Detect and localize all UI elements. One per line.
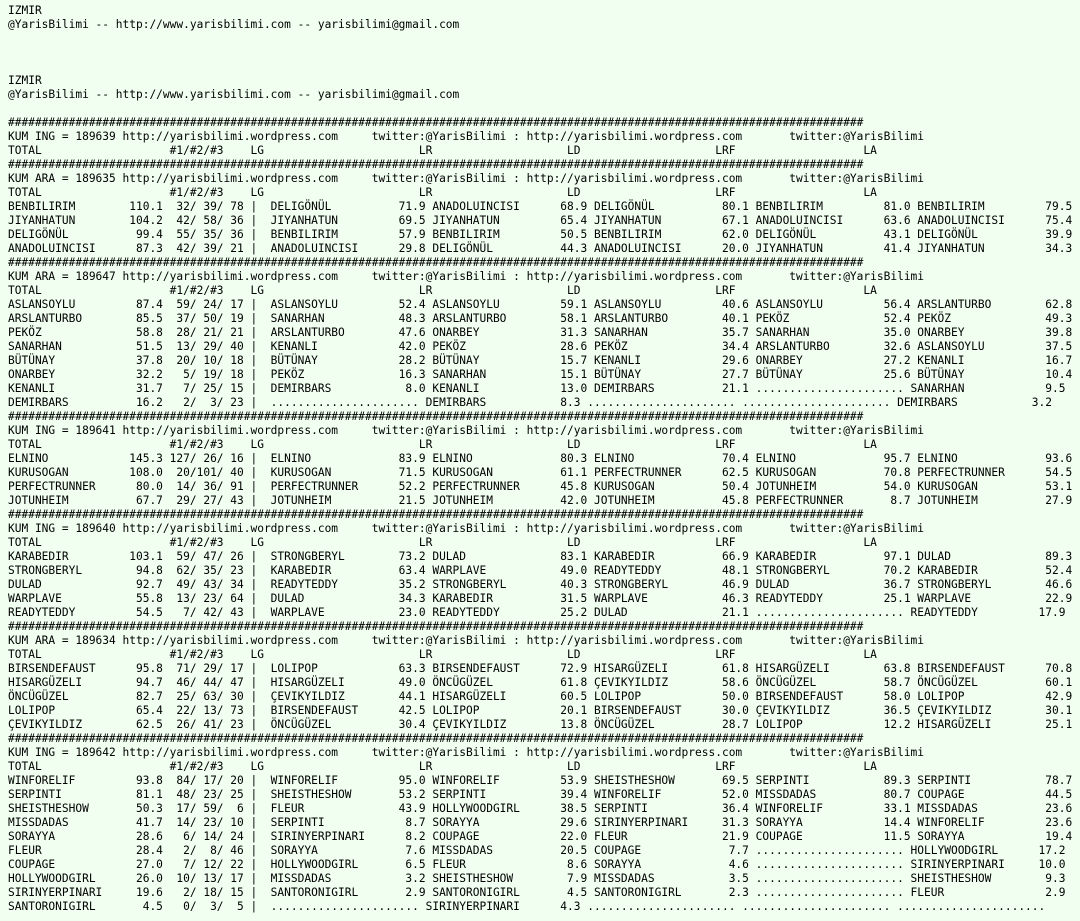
horse-row: KENANLI 31.7 7/ 25/ 15 | DEMIRBARS 8.0 KENANLI 13.0 DEMIRBARS 21.1 ...................... SANARHAN 9.5	[8, 382, 1066, 395]
separator-line: ###############################################################################################################################	[8, 732, 864, 745]
horse-row: BÜTÜNAY 37.8 20/ 10/ 18 | BÜTÜNAY 28.2 BÜTÜNAY 15.7 KENANLI 29.6 ONARBEY 27.2 KENANLI 16.7	[8, 354, 1073, 367]
horse-row: PERFECTRUNNER 80.0 14/ 36/ 91 | PERFECTRUNNER 52.2 PERFECTRUNNER 45.8 KURUSOGAN 50.4 JOTUNHEIM 54.0 KURUSOGAN 53.1	[8, 480, 1073, 493]
race-list	[8, 116, 1072, 914]
contact-line: @YarisBilimi -- http://www.yarisbilimi.com -- yarisbilimi@gmail.com	[8, 88, 460, 101]
race-report	[8, 4, 1072, 914]
horse-row: HISARGÜZELI 94.7 46/ 44/ 47 | HISARGÜZELI 49.0 ÖNCÜGÜZEL 61.8 ÇEVIKYILDIZ 58.6 ÖNCÜGÜZEL 58.7 ÖNCÜGÜZEL 60.1	[8, 676, 1073, 689]
column-header: TOTAL #1/#2/#3 LG LR LD LRF LA	[8, 648, 877, 661]
column-header: TOTAL #1/#2/#3 LG LR LD LRF LA	[8, 438, 877, 451]
race-header: KUM ING = 189642 http://yarisbilimi.wordpress.com twitter:@YarisBilimi : http://yarisbilimi.wordpress.com twitter:@YarisBilimi	[8, 746, 925, 759]
race-header: KUM ARA = 189634 http://yarisbilimi.wordpress.com twitter:@YarisBilimi : http://yarisbilimi.wordpress.com twitter:@YarisBilimi	[8, 634, 925, 647]
horse-row: LOLIPOP 65.4 22/ 13/ 73 | BIRSENDEFAUST 42.5 LOLIPOP 20.1 BIRSENDEFAUST 30.0 ÇEVIKYILDIZ 36.5 ÇEVIKYILDIZ 30.1	[8, 704, 1073, 717]
horse-row: DULAD 92.7 49/ 43/ 34 | READYTEDDY 35.2 STRONGBERYL 40.3 STRONGBERYL 46.9 DULAD 36.7 STRONGBERYL 46.6	[8, 578, 1073, 591]
horse-row: JIYANHATUN 104.2 42/ 58/ 36 | JIYANHATUN 69.5 JIYANHATUN 65.4 JIYANHATUN 67.1 ANADOLUINCISI 63.6 ANADOLUINCISI 75.4	[8, 214, 1073, 227]
column-header: TOTAL #1/#2/#3 LG LR LD LRF LA	[8, 760, 877, 773]
horse-row: WARPLAVE 55.8 13/ 23/ 64 | DULAD 34.3 KARABEDIR 31.5 WARPLAVE 46.3 READYTEDDY 25.1 WARPLAVE 22.9	[8, 592, 1073, 605]
separator-line: ###############################################################################################################################	[8, 508, 864, 521]
race-header: KUM ARA = 189635 http://yarisbilimi.wordpress.com twitter:@YarisBilimi : http://yarisbilimi.wordpress.com twitter:@YarisBilimi	[8, 172, 925, 185]
horse-row: MISSDADAS 41.7 14/ 23/ 10 | SERPINTI 8.7 SORAYYA 29.6 SIRINYERPINARI 31.3 SORAYYA 14.4 WINFORELIF 23.6	[8, 816, 1073, 829]
contact-line: @YarisBilimi -- http://www.yarisbilimi.com -- yarisbilimi@gmail.com	[8, 18, 460, 31]
race-header: KUM ARA = 189647 http://yarisbilimi.wordpress.com twitter:@YarisBilimi : http://yarisbilimi.wordpress.com twitter:@YarisBilimi	[8, 270, 925, 283]
separator-line: ###############################################################################################################################	[8, 158, 864, 171]
race-block	[8, 158, 1072, 256]
race-block	[8, 620, 1072, 732]
horse-row: ELNINO 145.3 127/ 26/ 16 | ELNINO 83.9 ELNINO 80.3 ELNINO 70.4 ELNINO 95.7 ELNINO 93.6	[8, 452, 1073, 465]
separator-line: ###############################################################################################################################	[8, 116, 864, 129]
horse-row: SANTORONIGIRL 4.5 0/ 3/ 5 | ...................... SIRINYERPINARI 4.3 ...................... ...................... ......................	[8, 900, 1046, 913]
column-header: TOTAL #1/#2/#3 LG LR LD LRF LA	[8, 284, 877, 297]
horse-row: KURUSOGAN 108.0 20/101/ 40 | KURUSOGAN 71.5 KURUSOGAN 61.1 PERFECTRUNNER 62.5 KURUSOGAN 70.8 PERFECTRUNNER 54.5	[8, 466, 1073, 479]
horse-row: COUPAGE 27.0 7/ 12/ 22 | HOLLYWOODGIRL 6.5 FLEUR 8.6 SORAYYA 4.6 ...................... SIRINYERPINARI 10.0	[8, 858, 1066, 871]
horse-row: KARABEDIR 103.1 59/ 47/ 26 | STRONGBERYL 73.2 DULAD 83.1 KARABEDIR 66.9 KARABEDIR 97.1 DULAD 89.3	[8, 550, 1073, 563]
horse-row: ASLANSOYLU 87.4 59/ 24/ 17 | ASLANSOYLU 52.4 ASLANSOYLU 59.1 ASLANSOYLU 40.6 ASLANSOYLU 56.4 ARSLANTURBO 62.8	[8, 298, 1073, 311]
race-header: KUM ING = 189640 http://yarisbilimi.wordpress.com twitter:@YarisBilimi : http://yarisbilimi.wordpress.com twitter:@YarisBilimi	[8, 522, 925, 535]
horse-row: HOLLYWOODGIRL 26.0 10/ 13/ 17 | MISSDADAS 3.2 SHEISTHESHOW 7.9 MISSDADAS 3.5 ...................... SHEISTHESHOW 9.3	[8, 872, 1066, 885]
horse-row: DELIGÖNÜL 99.4 55/ 35/ 36 | BENBILIRIM 57.9 BENBILIRIM 50.5 BENBILIRIM 62.0 DELIGÖNÜL 43.1 DELIGÖNÜL 39.9	[8, 228, 1073, 241]
horse-row: PEKÖZ 58.8 28/ 21/ 21 | ARSLANTURBO 47.6 ONARBEY 31.3 SANARHAN 35.7 SANARHAN 35.0 ONARBEY 39.8	[8, 326, 1073, 339]
horse-row: ONARBEY 32.2 5/ 19/ 18 | PEKÖZ 16.3 SANARHAN 15.1 BÜTÜNAY 27.7 BÜTÜNAY 25.6 BÜTÜNAY 10.4	[8, 368, 1073, 381]
horse-row: JOTUNHEIM 67.7 29/ 27/ 43 | JOTUNHEIM 21.5 JOTUNHEIM 42.0 JOTUNHEIM 45.8 PERFECTRUNNER 8.7 JOTUNHEIM 27.9	[8, 494, 1073, 507]
horse-row: WINFORELIF 93.8 84/ 17/ 20 | WINFORELIF 95.0 WINFORELIF 53.9 SHEISTHESHOW 69.5 SERPINTI 89.3 SERPINTI 78.7	[8, 774, 1073, 787]
horse-row: SIRINYERPINARI 19.6 2/ 18/ 15 | SANTORONIGIRL 2.9 SANTORONIGIRL 4.5 SANTORONIGIRL 2.3 ...................... FLEUR 2.9	[8, 886, 1066, 899]
horse-row: ANADOLUINCISI 87.3 42/ 39/ 21 | ANADOLUINCISI 29.8 DELIGÖNÜL 44.3 ANADOLUINCISI 20.0 JIYANHATUN 41.4 JIYANHATUN 34.3	[8, 242, 1073, 255]
horse-row: BIRSENDEFAUST 95.8 71/ 29/ 17 | LOLIPOP 63.3 BIRSENDEFAUST 72.9 HISARGÜZELI 61.8 HISARGÜZELI 63.8 BIRSENDEFAUST 70.8	[8, 662, 1073, 675]
race-block	[8, 732, 1072, 914]
horse-row: SHEISTHESHOW 50.3 17/ 59/ 6 | FLEUR 43.9 HOLLYWOODGIRL 38.5 SERPINTI 36.4 WINFORELIF 33.1 MISSDADAS 23.6	[8, 802, 1073, 815]
report-title: IZMIR	[8, 74, 42, 87]
race-block	[8, 508, 1072, 620]
horse-row: ARSLANTURBO 85.5 37/ 50/ 19 | SANARHAN 48.3 ARSLANTURBO 58.1 ARSLANTURBO 40.1 PEKÖZ 52.4 PEKÖZ 49.3	[8, 312, 1073, 325]
horse-row: READYTEDDY 54.5 7/ 42/ 43 | WARPLAVE 23.0 READYTEDDY 25.2 DULAD 21.1 ...................... READYTEDDY 17.9	[8, 606, 1066, 619]
horse-row: ÖNCÜGÜZEL 82.7 25/ 63/ 30 | ÇEVIKYILDIZ 44.1 HISARGÜZELI 60.5 LOLIPOP 50.0 BIRSENDEFAUST 58.0 LOLIPOP 42.9	[8, 690, 1073, 703]
separator-line: ###############################################################################################################################	[8, 410, 864, 423]
horse-row: ÇEVIKYILDIZ 62.5 26/ 41/ 23 | ÖNCÜGÜZEL 30.4 ÇEVIKYILDIZ 13.8 ÖNCÜGÜZEL 28.7 LOLIPOP 12.2 HISARGÜZELI 25.1	[8, 718, 1073, 731]
separator-line: ###############################################################################################################################	[8, 620, 864, 633]
race-block	[8, 410, 1072, 508]
horse-row: DEMIRBARS 16.2 2/ 3/ 23 | ...................... DEMIRBARS 8.3 ...................... ...................... DEMIRBARS 3.2	[8, 396, 1052, 409]
blank-line	[8, 46, 1072, 60]
horse-row: SANARHAN 51.5 13/ 29/ 40 | KENANLI 42.0 PEKÖZ 28.6 PEKÖZ 34.4 ARSLANTURBO 32.6 ASLANSOYLU 37.5	[8, 340, 1073, 353]
race-block	[8, 256, 1072, 410]
horse-row: SORAYYA 28.6 6/ 14/ 24 | SIRINYERPINARI 8.2 COUPAGE 22.0 FLEUR 21.9 COUPAGE 11.5 SORAYYA 19.4	[8, 830, 1073, 843]
column-header: TOTAL #1/#2/#3 LG LR LD LRF LA	[8, 144, 877, 157]
blank-line	[8, 32, 1072, 46]
horse-row: BENBILIRIM 110.1 32/ 39/ 78 | DELIGÖNÜL 71.9 ANADOLUINCISI 68.9 DELIGÖNÜL 80.1 BENBILIRIM 81.0 BENBILIRIM 79.5	[8, 200, 1073, 213]
race-block	[8, 116, 1072, 158]
blank-line	[8, 102, 1072, 116]
column-header: TOTAL #1/#2/#3 LG LR LD LRF LA	[8, 536, 877, 549]
race-header: KUM ING = 189639 http://yarisbilimi.wordpress.com twitter:@YarisBilimi : http://yarisbilimi.wordpress.com twitter:@YarisBilimi	[8, 130, 925, 143]
horse-row: FLEUR 28.4 2/ 8/ 46 | SORAYYA 7.6 MISSDADAS 20.5 COUPAGE 7.7 ...................... HOLLYWOODGIRL 17.2	[8, 844, 1066, 857]
column-header: TOTAL #1/#2/#3 LG LR LD LRF LA	[8, 186, 877, 199]
separator-line: ###############################################################################################################################	[8, 256, 864, 269]
blank-line	[8, 60, 1072, 74]
horse-row: SERPINTI 81.1 48/ 23/ 25 | SHEISTHESHOW 53.2 SERPINTI 39.4 WINFORELIF 52.0 MISSDADAS 80.7 COUPAGE 44.5	[8, 788, 1073, 801]
horse-row: STRONGBERYL 94.8 62/ 35/ 23 | KARABEDIR 63.4 WARPLAVE 49.0 READYTEDDY 48.1 STRONGBERYL 70.2 KARABEDIR 52.4	[8, 564, 1073, 577]
report-title: IZMIR	[8, 4, 42, 17]
race-header: KUM ING = 189641 http://yarisbilimi.wordpress.com twitter:@YarisBilimi : http://yarisbilimi.wordpress.com twitter:@YarisBilimi	[8, 424, 925, 437]
